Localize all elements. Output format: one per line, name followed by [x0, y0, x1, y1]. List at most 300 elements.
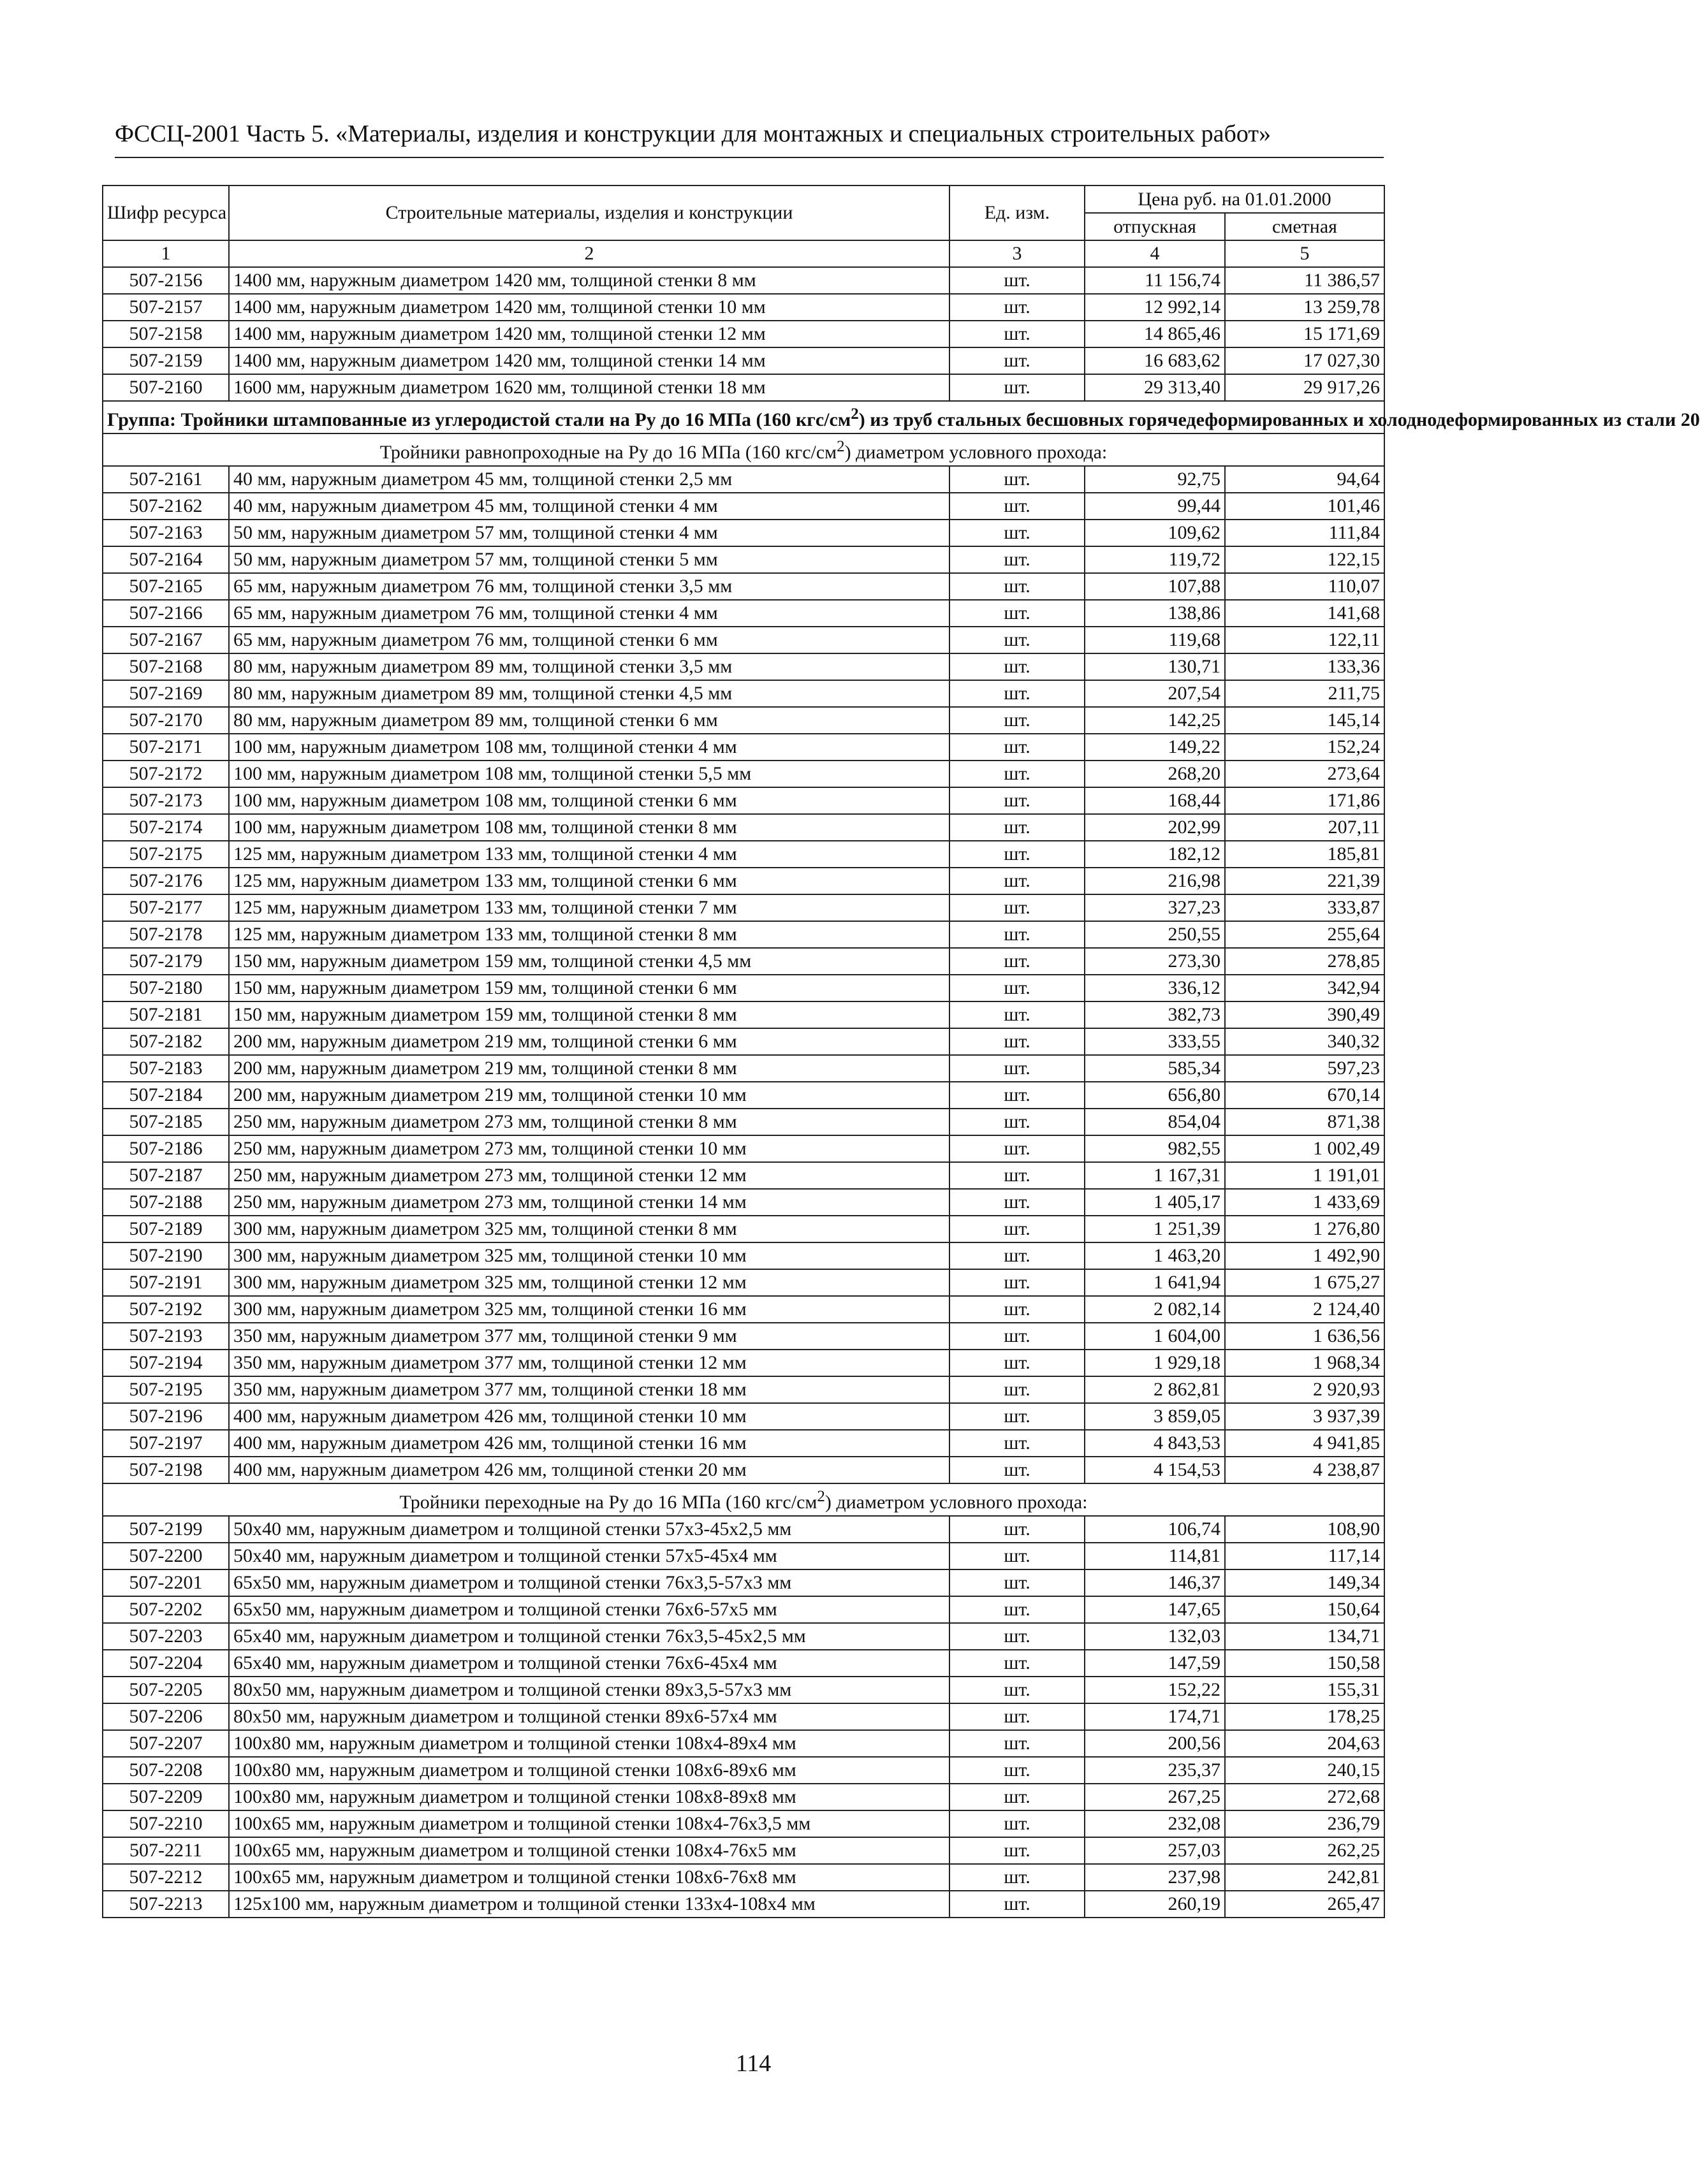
table-row: [103, 707, 1384, 734]
unit-cell: шт.: [949, 1350, 1085, 1376]
unit-cell: шт.: [949, 1001, 1085, 1028]
resource-description: 1400 мм, наружным диаметром 1420 мм, толщиной стенки 12 мм: [229, 321, 949, 347]
resource-description: 65 мм, наружным диаметром 76 мм, толщиной стенки 3,5 мм: [229, 573, 949, 600]
unit-cell: шт.: [949, 573, 1085, 600]
resource-description: 100 мм, наружным диаметром 108 мм, толщиной стенки 5,5 мм: [229, 761, 949, 787]
subgroup-title-row: [103, 433, 1384, 466]
table-row: [103, 1376, 1384, 1403]
resource-description: 200 мм, наружным диаметром 219 мм, толщиной стенки 6 мм: [229, 1028, 949, 1055]
group-title-a: Группа: Тройники штампованные из углеродистой стали на Ру до 16 МПа (160 кгс/см: [107, 409, 851, 430]
estimate-price: 149,34: [1225, 1569, 1384, 1596]
estimate-price: 29 917,26: [1225, 374, 1384, 401]
release-price: 235,37: [1085, 1757, 1225, 1784]
unit-cell: шт.: [949, 374, 1085, 401]
resource-code: 507-2185: [103, 1109, 229, 1135]
table-row: [103, 1296, 1384, 1323]
estimate-price: 221,39: [1225, 868, 1384, 894]
resource-code: 507-2192: [103, 1296, 229, 1323]
subgroup-title-a: Тройники равнопроходные на Ру до 16 МПа (160 кгс/см: [379, 442, 837, 463]
estimate-price: 133,36: [1225, 653, 1384, 680]
resource-description: 150 мм, наружным диаметром 159 мм, толщиной стенки 6 мм: [229, 975, 949, 1001]
release-price: 273,30: [1085, 948, 1225, 975]
table-row: [103, 573, 1384, 600]
resource-description: 250 мм, наружным диаметром 273 мм, толщиной стенки 10 мм: [229, 1135, 949, 1162]
table-row: [103, 921, 1384, 948]
unit-cell: шт.: [949, 1864, 1085, 1891]
estimate-price: 1 636,56: [1225, 1323, 1384, 1350]
release-price: 142,25: [1085, 707, 1225, 734]
resource-code: 507-2171: [103, 734, 229, 761]
resource-code: 507-2197: [103, 1430, 229, 1457]
resource-description: 300 мм, наружным диаметром 325 мм, толщиной стенки 16 мм: [229, 1296, 949, 1323]
resource-description: 1600 мм, наружным диаметром 1620 мм, толщиной стенки 18 мм: [229, 374, 949, 401]
group-title-row: [103, 401, 1384, 433]
estimate-price: 670,14: [1225, 1082, 1384, 1109]
unit-cell: шт.: [949, 1189, 1085, 1216]
resource-code: 507-2201: [103, 1569, 229, 1596]
release-price: 182,12: [1085, 841, 1225, 868]
estimate-price: 204,63: [1225, 1730, 1384, 1757]
resource-description: 1400 мм, наружным диаметром 1420 мм, толщиной стенки 8 мм: [229, 267, 949, 294]
unit-cell: шт.: [949, 546, 1085, 573]
release-price: 2 082,14: [1085, 1296, 1225, 1323]
resource-code: 507-2211: [103, 1837, 229, 1864]
unit-cell: шт.: [949, 1543, 1085, 1569]
table-row: [103, 680, 1384, 707]
group-title-b: ) из труб стальных бесшовных горячедеформированных и холоднодеформированных из стали 20: [858, 409, 1700, 430]
release-price: 132,03: [1085, 1623, 1225, 1650]
table-row: [103, 1430, 1384, 1457]
resource-description: 400 мм, наружным диаметром 426 мм, толщиной стенки 16 мм: [229, 1430, 949, 1457]
subgroup-title-sup: 2: [837, 438, 845, 455]
resource-code: 507-2191: [103, 1269, 229, 1296]
subgroup-title: [103, 433, 1384, 466]
release-price: 174,71: [1085, 1703, 1225, 1730]
release-price: 260,19: [1085, 1891, 1225, 1918]
table-row: [103, 1703, 1384, 1730]
unit-cell: шт.: [949, 787, 1085, 814]
unit-cell: шт.: [949, 1650, 1085, 1677]
resource-code: 507-2156: [103, 267, 229, 294]
release-price: 1 929,18: [1085, 1350, 1225, 1376]
estimate-price: 871,38: [1225, 1109, 1384, 1135]
unit-cell: шт.: [949, 1596, 1085, 1623]
resource-description: 125 мм, наружным диаметром 133 мм, толщиной стенки 6 мм: [229, 868, 949, 894]
estimate-price: 155,31: [1225, 1677, 1384, 1703]
release-price: 1 641,94: [1085, 1269, 1225, 1296]
unit-cell: шт.: [949, 868, 1085, 894]
subgroup-title-b: ) диаметром условного прохода:: [824, 1492, 1088, 1513]
resource-code: 507-2210: [103, 1810, 229, 1837]
release-price: 16 683,62: [1085, 347, 1225, 374]
unit-cell: шт.: [949, 1028, 1085, 1055]
table-row: [103, 267, 1384, 294]
resource-code: 507-2193: [103, 1323, 229, 1350]
resource-code: 507-2202: [103, 1596, 229, 1623]
unit-cell: шт.: [949, 734, 1085, 761]
release-price: 130,71: [1085, 653, 1225, 680]
estimate-price: 240,15: [1225, 1757, 1384, 1784]
estimate-price: 4 238,87: [1225, 1457, 1384, 1483]
release-price: 982,55: [1085, 1135, 1225, 1162]
table-row: [103, 493, 1384, 520]
resource-description: 50x40 мм, наружным диаметром и толщиной стенки 57x5-45x4 мм: [229, 1543, 949, 1569]
table-row: [103, 894, 1384, 921]
release-price: 106,74: [1085, 1516, 1225, 1543]
estimate-price: 340,32: [1225, 1028, 1384, 1055]
subgroup-title-b: ) диаметром условного прохода:: [844, 442, 1108, 463]
resource-code: 507-2175: [103, 841, 229, 868]
estimate-price: 150,64: [1225, 1596, 1384, 1623]
unit-cell: шт.: [949, 1296, 1085, 1323]
table-row: [103, 1216, 1384, 1242]
resource-description: 125 мм, наружным диаметром 133 мм, толщиной стенки 7 мм: [229, 894, 949, 921]
resource-description: 200 мм, наружным диаметром 219 мм, толщиной стенки 8 мм: [229, 1055, 949, 1082]
resource-description: 100x65 мм, наружным диаметром и толщиной стенки 108x6-76x8 мм: [229, 1864, 949, 1891]
table-row: [103, 734, 1384, 761]
release-price: 168,44: [1085, 787, 1225, 814]
estimate-price: 1 492,90: [1225, 1242, 1384, 1269]
release-price: 11 156,74: [1085, 267, 1225, 294]
unit-cell: шт.: [949, 680, 1085, 707]
table-row: [103, 546, 1384, 573]
release-price: 4 843,53: [1085, 1430, 1225, 1457]
subgroup-title-row: [103, 1483, 1384, 1516]
release-price: 327,23: [1085, 894, 1225, 921]
resource-description: 300 мм, наружным диаметром 325 мм, толщиной стенки 8 мм: [229, 1216, 949, 1242]
release-price: 1 167,31: [1085, 1162, 1225, 1189]
resource-description: 40 мм, наружным диаметром 45 мм, толщиной стенки 4 мм: [229, 493, 949, 520]
index-cell: 4: [1085, 240, 1225, 267]
resource-description: 80 мм, наружным диаметром 89 мм, толщиной стенки 6 мм: [229, 707, 949, 734]
resource-code: 507-2183: [103, 1055, 229, 1082]
release-price: 107,88: [1085, 573, 1225, 600]
unit-cell: шт.: [949, 1430, 1085, 1457]
estimate-price: 15 171,69: [1225, 321, 1384, 347]
table-row: [103, 1189, 1384, 1216]
resource-description: 150 мм, наружным диаметром 159 мм, толщиной стенки 4,5 мм: [229, 948, 949, 975]
estimate-price: 178,25: [1225, 1703, 1384, 1730]
table-header-row: [103, 186, 1384, 213]
estimate-price: 13 259,78: [1225, 294, 1384, 321]
group-title-sup: 2: [851, 405, 859, 423]
index-cell: 3: [949, 240, 1085, 267]
resource-description: 50 мм, наружным диаметром 57 мм, толщиной стенки 4 мм: [229, 520, 949, 546]
resource-code: 507-2209: [103, 1784, 229, 1810]
resource-code: 507-2208: [103, 1757, 229, 1784]
resource-description: 80 мм, наружным диаметром 89 мм, толщиной стенки 3,5 мм: [229, 653, 949, 680]
estimate-price: 211,75: [1225, 680, 1384, 707]
header-price: Цена руб. на 01.01.2000: [1085, 186, 1384, 213]
resource-description: 65 мм, наружным диаметром 76 мм, толщиной стенки 4 мм: [229, 600, 949, 627]
estimate-price: 145,14: [1225, 707, 1384, 734]
resource-code: 507-2178: [103, 921, 229, 948]
resource-code: 507-2184: [103, 1082, 229, 1109]
resource-code: 507-2166: [103, 600, 229, 627]
resource-description: 65x50 мм, наружным диаметром и толщиной стенки 76x3,5-57x3 мм: [229, 1569, 949, 1596]
release-price: 216,98: [1085, 868, 1225, 894]
resource-code: 507-2173: [103, 787, 229, 814]
estimate-price: 390,49: [1225, 1001, 1384, 1028]
release-price: 12 992,14: [1085, 294, 1225, 321]
estimate-price: 141,68: [1225, 600, 1384, 627]
estimate-price: 207,11: [1225, 814, 1384, 841]
table-row: [103, 1135, 1384, 1162]
estimate-price: 262,25: [1225, 1837, 1384, 1864]
unit-cell: шт.: [949, 1162, 1085, 1189]
table-row: [103, 1457, 1384, 1483]
table-row: [103, 1569, 1384, 1596]
estimate-price: 265,47: [1225, 1891, 1384, 1918]
estimate-price: 255,64: [1225, 921, 1384, 948]
unit-cell: шт.: [949, 1810, 1085, 1837]
release-price: 232,08: [1085, 1810, 1225, 1837]
resource-code: 507-2182: [103, 1028, 229, 1055]
resource-description: 65x50 мм, наружным диаметром и толщиной стенки 76x6-57x5 мм: [229, 1596, 949, 1623]
unit-cell: шт.: [949, 1216, 1085, 1242]
estimate-price: 117,14: [1225, 1543, 1384, 1569]
unit-cell: шт.: [949, 948, 1085, 975]
resource-description: 80x50 мм, наружным диаметром и толщиной стенки 89x6-57x4 мм: [229, 1703, 949, 1730]
unit-cell: шт.: [949, 1109, 1085, 1135]
unit-cell: шт.: [949, 347, 1085, 374]
estimate-price: 1 675,27: [1225, 1269, 1384, 1296]
resource-code: 507-2198: [103, 1457, 229, 1483]
release-price: 1 251,39: [1085, 1216, 1225, 1242]
estimate-price: 2 920,93: [1225, 1376, 1384, 1403]
header-code: Шифр ресурса: [103, 186, 229, 240]
resource-code: 507-2163: [103, 520, 229, 546]
unit-cell: шт.: [949, 975, 1085, 1001]
estimate-price: 152,24: [1225, 734, 1384, 761]
release-price: 1 405,17: [1085, 1189, 1225, 1216]
resource-code: 507-2162: [103, 493, 229, 520]
estimate-price: 1 968,34: [1225, 1350, 1384, 1376]
resource-description: 400 мм, наружным диаметром 426 мм, толщиной стенки 20 мм: [229, 1457, 949, 1483]
release-price: 146,37: [1085, 1569, 1225, 1596]
release-price: 585,34: [1085, 1055, 1225, 1082]
resource-description: 150 мм, наружным диаметром 159 мм, толщиной стенки 8 мм: [229, 1001, 949, 1028]
estimate-price: 278,85: [1225, 948, 1384, 975]
resource-code: 507-2161: [103, 466, 229, 493]
resource-code: 507-2196: [103, 1403, 229, 1430]
table-row: [103, 1162, 1384, 1189]
table-row: [103, 1403, 1384, 1430]
resource-code: 507-2187: [103, 1162, 229, 1189]
resource-description: 50x40 мм, наружным диаметром и толщиной стенки 57x3-45x2,5 мм: [229, 1516, 949, 1543]
resource-code: 507-2174: [103, 814, 229, 841]
page-header: ФССЦ-2001 Часть 5. «Материалы, изделия и конструкции для монтажных и специальных строительных работ»: [115, 120, 1271, 147]
resource-code: 507-2167: [103, 627, 229, 653]
unit-cell: шт.: [949, 1403, 1085, 1430]
estimate-price: 122,11: [1225, 627, 1384, 653]
index-cell: 1: [103, 240, 229, 267]
resource-code: 507-2204: [103, 1650, 229, 1677]
table-row: [103, 1055, 1384, 1082]
unit-cell: шт.: [949, 1730, 1085, 1757]
resource-description: 100x80 мм, наружным диаметром и толщиной стенки 108x4-89x4 мм: [229, 1730, 949, 1757]
estimate-price: 111,84: [1225, 520, 1384, 546]
estimate-price: 1 433,69: [1225, 1189, 1384, 1216]
unit-cell: шт.: [949, 1135, 1085, 1162]
page-number: 114: [735, 2050, 772, 2077]
estimate-price: 150,58: [1225, 1650, 1384, 1677]
release-price: 149,22: [1085, 734, 1225, 761]
release-price: 336,12: [1085, 975, 1225, 1001]
table-row: [103, 1242, 1384, 1269]
release-price: 333,55: [1085, 1028, 1225, 1055]
unit-cell: шт.: [949, 627, 1085, 653]
release-price: 250,55: [1085, 921, 1225, 948]
unit-cell: шт.: [949, 1457, 1085, 1483]
resource-code: 507-2206: [103, 1703, 229, 1730]
release-price: 152,22: [1085, 1677, 1225, 1703]
unit-cell: шт.: [949, 493, 1085, 520]
table-row: [103, 1109, 1384, 1135]
release-price: 656,80: [1085, 1082, 1225, 1109]
unit-cell: шт.: [949, 1269, 1085, 1296]
resource-description: 125 мм, наружным диаметром 133 мм, толщиной стенки 8 мм: [229, 921, 949, 948]
subgroup-title: [103, 1483, 1384, 1516]
release-price: 1 463,20: [1085, 1242, 1225, 1269]
resource-description: 65x40 мм, наружным диаметром и толщиной стенки 76x3,5-45x2,5 мм: [229, 1623, 949, 1650]
unit-cell: шт.: [949, 294, 1085, 321]
unit-cell: шт.: [949, 1703, 1085, 1730]
index-cell: 5: [1225, 240, 1384, 267]
unit-cell: шт.: [949, 1677, 1085, 1703]
resource-description: 125x100 мм, наружным диаметром и толщиной стенки 133x4-108x4 мм: [229, 1891, 949, 1918]
resource-description: 1400 мм, наружным диаметром 1420 мм, толщиной стенки 10 мм: [229, 294, 949, 321]
unit-cell: шт.: [949, 707, 1085, 734]
release-price: 4 154,53: [1085, 1457, 1225, 1483]
resource-code: 507-2190: [103, 1242, 229, 1269]
estimate-price: 94,64: [1225, 466, 1384, 493]
unit-cell: шт.: [949, 921, 1085, 948]
estimate-price: 333,87: [1225, 894, 1384, 921]
resource-code: 507-2164: [103, 546, 229, 573]
estimate-price: 1 002,49: [1225, 1135, 1384, 1162]
header-name: Строительные материалы, изделия и конструкции: [229, 186, 949, 240]
estimate-price: 108,90: [1225, 1516, 1384, 1543]
unit-cell: шт.: [949, 1837, 1085, 1864]
unit-cell: шт.: [949, 1082, 1085, 1109]
release-price: 3 859,05: [1085, 1403, 1225, 1430]
table-row: [103, 1650, 1384, 1677]
resource-code: 507-2203: [103, 1623, 229, 1650]
unit-cell: шт.: [949, 267, 1085, 294]
resource-description: 100x65 мм, наружным диаметром и толщиной стенки 108x4-76x5 мм: [229, 1837, 949, 1864]
resource-code: 507-2180: [103, 975, 229, 1001]
resource-description: 100x65 мм, наружным диаметром и толщиной стенки 108x4-76x3,5 мм: [229, 1810, 949, 1837]
resource-description: 100 мм, наружным диаметром 108 мм, толщиной стенки 6 мм: [229, 787, 949, 814]
resource-description: 350 мм, наружным диаметром 377 мм, толщиной стенки 12 мм: [229, 1350, 949, 1376]
resource-description: 350 мм, наружным диаметром 377 мм, толщиной стенки 18 мм: [229, 1376, 949, 1403]
group-title: [103, 401, 1700, 433]
estimate-price: 273,64: [1225, 761, 1384, 787]
resource-code: 507-2205: [103, 1677, 229, 1703]
table-index-row: [103, 240, 1384, 267]
table-row: [103, 1001, 1384, 1028]
resource-description: 125 мм, наружным диаметром 133 мм, толщиной стенки 4 мм: [229, 841, 949, 868]
release-price: 119,72: [1085, 546, 1225, 573]
resource-code: 507-2212: [103, 1864, 229, 1891]
resource-description: 350 мм, наружным диаметром 377 мм, толщиной стенки 9 мм: [229, 1323, 949, 1350]
resource-code: 507-2179: [103, 948, 229, 975]
unit-cell: шт.: [949, 1376, 1085, 1403]
resource-description: 100 мм, наружным диаметром 108 мм, толщиной стенки 4 мм: [229, 734, 949, 761]
estimate-price: 236,79: [1225, 1810, 1384, 1837]
release-price: 267,25: [1085, 1784, 1225, 1810]
release-price: 202,99: [1085, 814, 1225, 841]
resource-code: 507-2186: [103, 1135, 229, 1162]
table-row: [103, 948, 1384, 975]
table-row: [103, 1516, 1384, 1543]
resource-code: 507-2157: [103, 294, 229, 321]
resource-description: 250 мм, наружным диаметром 273 мм, толщиной стенки 12 мм: [229, 1162, 949, 1189]
resource-description: 100x80 мм, наружным диаметром и толщиной стенки 108x6-89x6 мм: [229, 1757, 949, 1784]
resource-code: 507-2172: [103, 761, 229, 787]
estimate-price: 3 937,39: [1225, 1403, 1384, 1430]
resource-code: 507-2181: [103, 1001, 229, 1028]
resource-description: 100x80 мм, наружным диаметром и толщиной стенки 108x8-89x8 мм: [229, 1784, 949, 1810]
resource-description: 250 мм, наружным диаметром 273 мм, толщиной стенки 8 мм: [229, 1109, 949, 1135]
estimate-price: 4 941,85: [1225, 1430, 1384, 1457]
table-row: [103, 1784, 1384, 1810]
table-row: [103, 1596, 1384, 1623]
unit-cell: шт.: [949, 1891, 1085, 1918]
unit-cell: шт.: [949, 1784, 1085, 1810]
table-row: [103, 1082, 1384, 1109]
table-row: [103, 1864, 1384, 1891]
table-row: [103, 627, 1384, 653]
table-row: [103, 347, 1384, 374]
resource-code: 507-2200: [103, 1543, 229, 1569]
resource-code: 507-2159: [103, 347, 229, 374]
estimate-price: 134,71: [1225, 1623, 1384, 1650]
resource-code: 507-2158: [103, 321, 229, 347]
resource-description: 65x40 мм, наружным диаметром и толщиной стенки 76x6-45x4 мм: [229, 1650, 949, 1677]
unit-cell: шт.: [949, 841, 1085, 868]
resource-code: 507-2168: [103, 653, 229, 680]
release-price: 99,44: [1085, 493, 1225, 520]
release-price: 257,03: [1085, 1837, 1225, 1864]
resource-code: 507-2170: [103, 707, 229, 734]
table-row: [103, 1891, 1384, 1918]
estimate-price: 101,46: [1225, 493, 1384, 520]
resource-code: 507-2169: [103, 680, 229, 707]
release-price: 854,04: [1085, 1109, 1225, 1135]
release-price: 207,54: [1085, 680, 1225, 707]
estimate-price: 2 124,40: [1225, 1296, 1384, 1323]
table-row: [103, 1677, 1384, 1703]
release-price: 147,59: [1085, 1650, 1225, 1677]
table-row: [103, 814, 1384, 841]
unit-cell: шт.: [949, 466, 1085, 493]
table-row: [103, 1810, 1384, 1837]
table-row: [103, 466, 1384, 493]
table-row: [103, 975, 1384, 1001]
table-row: [103, 1543, 1384, 1569]
release-price: 268,20: [1085, 761, 1225, 787]
release-price: 200,56: [1085, 1730, 1225, 1757]
resource-code: 507-2199: [103, 1516, 229, 1543]
table-row: [103, 1730, 1384, 1757]
release-price: 1 604,00: [1085, 1323, 1225, 1350]
resource-code: 507-2176: [103, 868, 229, 894]
table-row: [103, 841, 1384, 868]
table-row: [103, 787, 1384, 814]
resource-description: 100 мм, наружным диаметром 108 мм, толщиной стенки 8 мм: [229, 814, 949, 841]
